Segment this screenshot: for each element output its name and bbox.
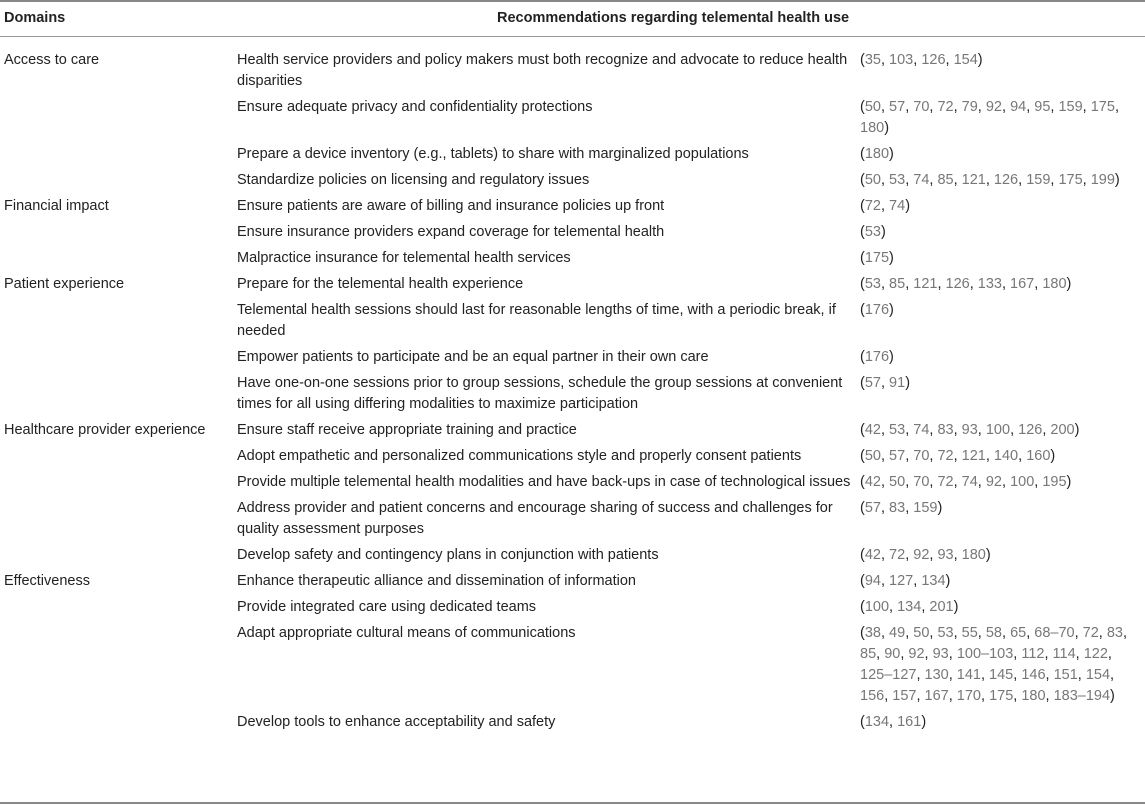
reference-link[interactable]: 74 [913,422,930,438]
references-cell: (180) [860,146,894,162]
reference-link[interactable]: 195 [1042,474,1067,490]
reference-link[interactable]: 126 [993,172,1019,188]
references-cell: (50, 57, 70, 72, 79, 92, 94, 95, 159, 175, 180) [860,99,1119,136]
reference-link[interactable]: 83 [889,500,906,516]
reference-link[interactable]: 35 [864,52,881,68]
table-row [0,571,1145,597]
reference-link[interactable]: 126 [945,276,970,292]
table-row [0,170,1145,196]
reference-link[interactable]: 93 [961,422,978,438]
recommendation-cell: Provide integrated care using dedicated teams [237,599,537,615]
references-cell: (176) [860,349,894,365]
reference-link[interactable]: 200 [1050,422,1075,438]
reference-link[interactable]: 70 [913,448,930,464]
reference-link[interactable]: 85 [860,646,877,662]
reference-link[interactable]: 42 [864,547,881,563]
recommendation-cell: Ensure staff receive appropriate training and practice [237,422,577,438]
references-cell: (50, 57, 70, 72, 121, 140, 160) [860,448,1056,464]
reference-link[interactable]: 180 [1021,688,1046,704]
reference-link[interactable]: 130 [924,667,949,683]
table-row [0,420,1145,446]
reference-link[interactable]: 114 [1052,646,1076,662]
references-cell: (100, 134, 201) [860,599,959,615]
recommendation-cell: Malpractice insurance for telemental health services [237,250,571,266]
reference-link[interactable]: 93 [937,547,954,563]
recommendation-cell: Ensure adequate privacy and confidentiality protections [237,99,593,115]
reference-link[interactable]: 72 [889,547,906,563]
domain-cell: Access to care [4,52,100,68]
table-row [0,472,1145,498]
recommendation-cell: Develop safety and contingency plans in conjunction with patients [237,547,659,563]
domain-cell [0,97,237,144]
reference-link[interactable]: 92 [985,474,1002,490]
recommendations-table [0,50,1145,738]
domain-cell [0,347,237,373]
reference-link[interactable]: 151 [1053,667,1078,683]
reference-link[interactable]: 145 [989,667,1014,683]
reference-link[interactable]: 154 [953,52,978,68]
recommendation-cell: Prepare a device inventory (e.g., tablets) to share with marginalized populations [237,146,749,162]
recommendation-cell: Provide multiple telemental health modalities and have back-ups in case of technological issues [237,474,851,490]
reference-link[interactable]: 58 [985,625,1002,641]
reference-link[interactable]: 159 [1026,172,1051,188]
reference-link[interactable]: 70 [913,99,930,115]
reference-link[interactable]: 180 [864,146,890,162]
reference-link[interactable]: 121 [961,172,986,188]
recommendation-cell: Health service providers and policy makers must both recognize and advocate to reduce health disparities [237,52,848,89]
reference-link[interactable]: 68–70 [1034,625,1075,641]
reference-link[interactable]: 94 [864,573,881,589]
recommendation-cell: Ensure patients are aware of billing and insurance policies up front [237,198,665,214]
reference-link[interactable]: 83 [937,422,954,438]
reference-link[interactable]: 141 [956,667,981,683]
reference-link[interactable]: 133 [977,276,1002,292]
reference-link[interactable]: 127 [889,573,914,589]
domain-cell [0,712,237,738]
bottom-rule [0,802,1145,804]
domain-cell [0,472,237,498]
reference-link[interactable]: 176 [864,302,890,318]
reference-link[interactable]: 50 [864,99,881,115]
reference-link[interactable]: 126 [921,52,946,68]
reference-link[interactable]: 57 [889,448,906,464]
reference-link[interactable]: 79 [961,99,978,115]
top-rule [0,0,1145,2]
reference-link[interactable]: 72 [937,474,954,490]
table-row [0,623,1145,712]
reference-link[interactable]: 175 [989,688,1014,704]
reference-link[interactable]: 154 [1085,667,1111,683]
recommendation-cell: Adopt empathetic and personalized communications style and properly consent patients [237,448,802,464]
domain-cell [0,300,237,347]
domain-cell [0,597,237,623]
reference-link[interactable]: 53 [864,224,881,240]
recommendation-cell: Standardize policies on licensing and regulatory issues [237,172,590,188]
reference-link[interactable]: 121 [913,276,938,292]
table-row [0,196,1145,222]
reference-link[interactable]: 160 [1026,448,1051,464]
table-row [0,597,1145,623]
reference-link[interactable]: 50 [864,448,881,464]
domain-cell [0,446,237,472]
table-row [0,498,1145,545]
reference-link[interactable]: 91 [889,375,906,391]
recommendation-cell: Enhance therapeutic alliance and dissemination of information [237,573,636,589]
table-row [0,222,1145,248]
reference-link[interactable]: 180 [860,120,885,136]
reference-link[interactable]: 74 [961,474,978,490]
domain-cell [0,545,237,571]
table-row [0,545,1145,571]
reference-link[interactable]: 170 [956,688,981,704]
table-row [0,712,1145,738]
reference-link[interactable]: 95 [1034,99,1051,115]
table-row [0,300,1145,347]
recommendation-cell: Prepare for the telemental health experience [237,276,524,292]
reference-link[interactable]: 121 [961,448,986,464]
reference-link[interactable]: 125–127 [860,667,917,683]
reference-link[interactable]: 201 [929,599,954,615]
reference-link[interactable]: 92 [985,99,1002,115]
reference-link[interactable]: 50 [889,474,906,490]
recommendation-cell: Adapt appropriate cultural means of communications [237,625,576,641]
reference-link[interactable]: 134 [864,714,890,730]
reference-link[interactable]: 50 [913,625,930,641]
reference-link[interactable]: 157 [892,688,917,704]
recommendation-cell: Empower patients to participate and be an equal partner in their own care [237,349,709,365]
table-row [0,373,1145,420]
table-row [0,248,1145,274]
references-cell: (57, 91) [860,375,911,391]
reference-link[interactable]: 53 [937,625,954,641]
reference-link[interactable]: 159 [913,500,938,516]
reference-link[interactable]: 167 [924,688,949,704]
references-cell: (50, 53, 74, 85, 121, 126, 159, 175, 199) [860,172,1120,188]
references-cell: (94, 127, 134) [860,573,951,589]
reference-link[interactable]: 85 [937,172,954,188]
reference-link[interactable]: 112 [1021,646,1045,662]
reference-link[interactable]: 183–194 [1053,688,1111,704]
reference-link[interactable]: 175 [864,250,890,266]
reference-link[interactable]: 74 [889,198,906,214]
reference-link[interactable]: 175 [1090,99,1115,115]
references-cell: (42, 53, 74, 83, 93, 100, 126, 200) [860,422,1080,438]
reference-link[interactable]: 93 [932,646,949,662]
references-cell: (42, 72, 92, 93, 180) [860,547,991,563]
reference-link[interactable]: 100 [1010,474,1035,490]
reference-link[interactable]: 42 [864,474,881,490]
recommendation-cell: Develop tools to enhance acceptability and safety [237,714,556,730]
reference-link[interactable]: 134 [897,599,922,615]
domain-cell [0,170,237,196]
recommendation-cell: Telemental health sessions should last for reasonable lengths of time, with a periodic break, if needed [237,302,836,339]
reference-link[interactable]: 100 [864,599,890,615]
domain-cell: Patient experience [4,276,125,292]
references-cell: (42, 50, 70, 72, 74, 92, 100, 195) [860,474,1072,490]
table-row [0,97,1145,144]
reference-link[interactable]: 100–103 [956,646,1014,662]
reference-link[interactable]: 38 [864,625,881,641]
reference-link[interactable]: 175 [1058,172,1083,188]
reference-link[interactable]: 180 [1042,276,1067,292]
reference-link[interactable]: 49 [889,625,906,641]
domain-cell: Financial impact [4,198,109,214]
references-cell: (175) [860,250,894,266]
references-cell: (134, 161) [860,714,927,730]
reference-link[interactable]: 55 [961,625,978,641]
references-cell: (72, 74) [860,198,911,214]
references-cell: (38, 49, 50, 53, 55, 58, 65, 68–70, 72, 83, 85, 90, 92, 93, 100–103, 112, 114, 122, 125–127, 130, 141, 145, 146, 151, 154, 156, 157, 167, 170, 175, 180, 183–194) [860,625,1128,704]
reference-link[interactable]: 72 [937,99,954,115]
reference-link[interactable]: 180 [961,547,986,563]
reference-link[interactable]: 92 [913,547,930,563]
reference-link[interactable]: 161 [897,714,922,730]
reference-link[interactable]: 100 [985,422,1011,438]
reference-link[interactable]: 72 [937,448,954,464]
domain-cell: Healthcare provider experience [4,422,206,438]
reference-link[interactable]: 92 [908,646,925,662]
reference-link[interactable]: 53 [864,276,881,292]
reference-link[interactable]: 94 [1010,99,1027,115]
references-cell: (53, 85, 121, 126, 133, 167, 180) [860,276,1072,292]
domain-cell [0,498,237,545]
reference-link[interactable]: 65 [1010,625,1027,641]
reference-link[interactable]: 176 [864,349,890,365]
reference-link[interactable]: 199 [1090,172,1115,188]
references-cell: (57, 83, 159) [860,500,943,516]
reference-link[interactable]: 50 [864,172,881,188]
reference-link[interactable]: 140 [993,448,1019,464]
table-row [0,144,1145,170]
reference-link[interactable]: 57 [864,500,881,516]
reference-link[interactable]: 156 [860,688,885,704]
domain-cell [0,373,237,420]
header-rule [0,36,1145,37]
reference-link[interactable]: 90 [884,646,901,662]
reference-link[interactable]: 146 [1021,667,1046,683]
reference-link[interactable]: 53 [889,172,906,188]
reference-link[interactable]: 42 [864,422,881,438]
reference-link[interactable]: 103 [889,52,914,68]
reference-link[interactable]: 72 [864,198,881,214]
reference-link[interactable]: 167 [1010,276,1035,292]
recommendation-cell: Address provider and patient concerns and encourage sharing of success and challenges for quality assessment purposes [237,500,833,537]
table-row [0,274,1145,300]
references-cell: (53) [860,224,886,240]
table-row [0,446,1145,472]
recommendation-cell: Have one-on-one sessions prior to group sessions, schedule the group sessions at convenient times for all using differing modalities to maximize participation [237,375,843,412]
domain-cell [0,144,237,170]
table-row [0,50,1145,97]
reference-link[interactable]: 70 [913,474,930,490]
reference-link[interactable]: 134 [921,573,946,589]
domain-cell [0,248,237,274]
reference-link[interactable]: 57 [864,375,881,391]
reference-link[interactable]: 159 [1058,99,1083,115]
recommendation-cell: Ensure insurance providers expand coverage for telemental health [237,224,665,240]
reference-link[interactable]: 83 [1106,625,1123,641]
reference-link[interactable]: 53 [889,422,906,438]
domain-cell: Effectiveness [4,573,90,589]
reference-link[interactable]: 85 [889,276,906,292]
references-cell: (176) [860,302,894,318]
references-cell: (35, 103, 126, 154) [860,52,983,68]
header-recommendations: Recommendations regarding telemental health use [497,10,850,26]
reference-link[interactable]: 126 [1018,422,1043,438]
table-row [0,347,1145,373]
domain-cell [0,623,237,712]
header-domains: Domains [4,10,66,26]
reference-link[interactable]: 57 [889,99,906,115]
reference-link[interactable]: 74 [913,172,930,188]
domain-cell [0,222,237,248]
table-body [0,50,1145,738]
reference-link[interactable]: 72 [1082,625,1099,641]
reference-link[interactable]: 122 [1083,646,1108,662]
